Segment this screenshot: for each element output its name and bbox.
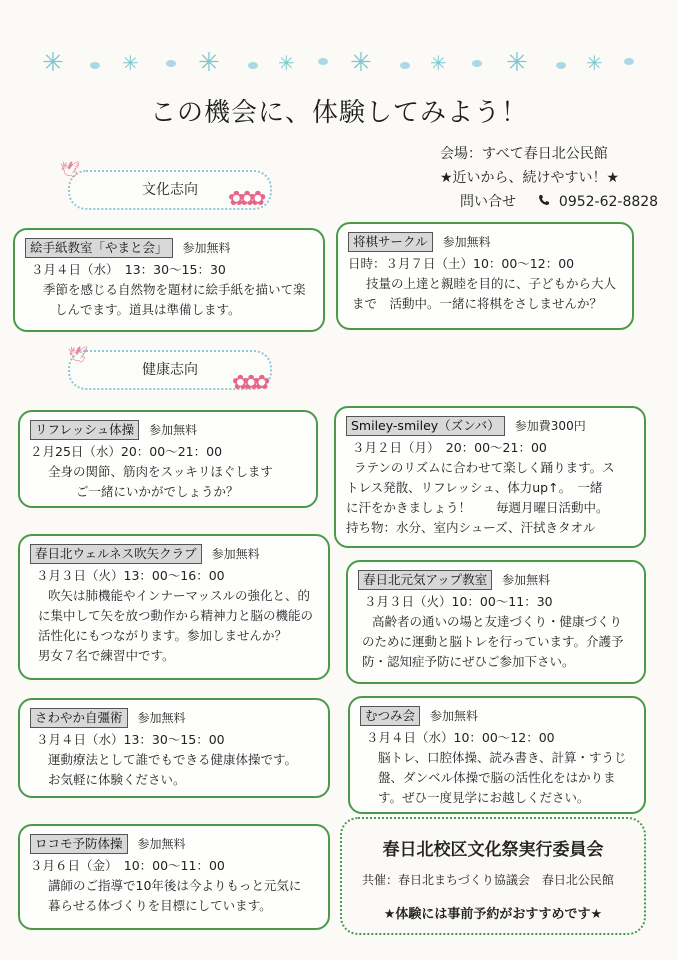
contact-row <box>440 190 658 214</box>
activity-description: 吹矢は肺機能やインナーマッスルの強化と、的 <box>48 588 311 603</box>
activity-fee: 参加無料 <box>430 709 479 723</box>
decorative-snowflake-row <box>40 50 640 80</box>
activity-fee: 参加無料 <box>149 423 198 437</box>
dot-decoration <box>166 60 176 67</box>
phone-icon <box>538 190 550 214</box>
organizer-title: 春日北校区文化祭実行委員会 <box>382 840 604 860</box>
snowflake-icon: ✳ <box>122 51 139 75</box>
activity-name: むつみ会 <box>360 706 420 726</box>
activity-name: 春日北元気アップ教室 <box>358 570 492 590</box>
activity-name: 春日北ウェルネス吹矢クラブ <box>30 544 202 564</box>
activity-date: ３月４日（水）10：00～12：00 <box>366 730 555 745</box>
section-label-text: 文化志向 <box>142 182 198 198</box>
activity-description: 防・認知症予防にぜひご参加下さい。 <box>362 654 575 669</box>
activity-description: 運動療法として誰でもできる健康体操です。 <box>48 752 298 767</box>
activity-description: 脳トレ、口腔体操、読み書き、計算・すうじ <box>378 750 627 765</box>
activity-description: まで 活動中。一緒に将棋をさしませんか？ <box>352 296 603 311</box>
bird-icon: 🕊 <box>68 345 89 364</box>
flower-icon: ✿✿✿ <box>232 370 265 394</box>
activity-description: に集中して矢を放つ動作から精神力と脳の機能の <box>38 608 314 623</box>
activity-description: 活性化にもつながります。参加しませんか？ <box>38 628 288 643</box>
contact-label: 問い合せ <box>460 194 516 210</box>
activity-description: 季節を感じる自然物を題材に絵手紙を描いて楽 <box>43 282 306 297</box>
venue-text: 会場：すべて春日北公民館 <box>440 146 608 162</box>
activity-card-refresh <box>18 410 318 508</box>
activity-description: 高齢者の通いの場と友達づくり・健康づくり <box>372 614 623 629</box>
activity-card-smiley <box>334 406 646 548</box>
organizer-box <box>340 817 646 935</box>
activity-name: Smiley-smiley（ズンバ） <box>346 416 505 436</box>
snowflake-icon: ✳ <box>586 51 603 75</box>
activity-date: ３月４日（水）13：30～15：00 <box>36 732 225 747</box>
activity-name: さわやか自彊術 <box>30 708 128 728</box>
snowflake-icon: ✳ <box>42 48 64 78</box>
dot-decoration <box>472 60 482 67</box>
activity-name: 将棋サークル <box>348 232 433 252</box>
dot-decoration <box>624 58 634 65</box>
activity-date: 日時：３月７日（土）10：00～12：00 <box>348 256 575 271</box>
activity-fee: 参加無料 <box>502 573 551 587</box>
snowflake-icon: ✳ <box>506 48 528 78</box>
activity-fee: 参加無料 <box>442 235 491 249</box>
dot-decoration <box>400 62 410 69</box>
activity-card-genki <box>346 560 646 684</box>
activity-description: 持ち物：水分、室内シューズ、汗拭きタオル <box>346 520 596 535</box>
activity-date: ３月６日（金） 10：00～11：00 <box>30 858 225 873</box>
activity-name: ロコモ予防体操 <box>30 834 128 854</box>
activity-card-sawayaka <box>18 698 330 798</box>
activity-description: お気軽に体験ください。 <box>48 772 186 787</box>
dot-decoration <box>318 58 328 65</box>
dot-decoration <box>556 62 566 69</box>
activity-fee: 参加無料 <box>182 241 231 255</box>
activity-card-shogi <box>336 222 634 330</box>
activity-card-fukiya <box>18 534 330 680</box>
activity-date: ２月25日（水）20：00～21：00 <box>30 444 223 459</box>
bird-icon: 🕊 <box>60 160 81 179</box>
snowflake-icon: ✳ <box>198 48 220 78</box>
activity-date: ３月３日（火）13：00～16：00 <box>36 568 225 583</box>
activity-description: 全身の関節、筋肉をスッキリほぐします <box>48 464 273 479</box>
activity-fee: 参加無料 <box>137 711 186 725</box>
phone-number: 0952-62-8828 <box>558 194 659 210</box>
venue-info <box>440 142 658 214</box>
activity-description: ラテンのリズムに合わせて楽しく踊ります。ス <box>354 460 615 475</box>
section-label-text: 健康志向 <box>142 362 198 378</box>
activity-date: ３月２日（月） 20：00～21：00 <box>352 440 547 455</box>
activity-fee: 参加費300円 <box>514 419 586 433</box>
activity-name: リフレッシュ体操 <box>30 420 139 440</box>
activity-card-mutsumi <box>348 696 646 814</box>
activity-date: ３月３日（火）10：00～11：30 <box>364 594 553 609</box>
activity-description: 暮らせる体づくりを目標にしています。 <box>48 898 272 913</box>
activity-fee: 参加無料 <box>211 547 260 561</box>
tagline: ★近いから、続けやすい！★ <box>440 170 620 186</box>
activity-card-etegami <box>13 228 325 332</box>
dot-decoration <box>90 62 100 69</box>
activity-fee: 参加無料 <box>137 837 186 851</box>
activity-description: 講師のご指導で10年後は今よりもっと元気に <box>48 878 302 893</box>
activity-description: ご一緒にいかがでしょうか？ <box>76 484 239 499</box>
co-sponsor: 共催：春日北まちづくり協議会 春日北公民館 <box>362 873 614 887</box>
activity-description: す。ぜひ一度見学にお越しください。 <box>378 790 590 805</box>
activity-description: 盤、ダンベル体操で脳の活性化をはかりま <box>378 770 616 785</box>
activity-description: しんでます。道具は準備します。 <box>55 302 241 317</box>
activity-description: のために運動と脳トレを行っています。介護予 <box>362 634 624 649</box>
activity-description: トレス発散、リフレッシュ、体力up↑。 一緒 <box>346 480 603 495</box>
activity-card-locomo <box>18 824 330 930</box>
activity-description: 技量の上達と親睦を目的に、子どもから大人 <box>366 276 617 291</box>
snowflake-icon: ✳ <box>430 51 447 75</box>
activity-description: に汗をかきましょう！ 毎週月曜日活動中。 <box>346 500 609 515</box>
reservation-note: ★体験には事前予約がおすすめです★ <box>383 907 603 922</box>
snowflake-icon: ✳ <box>350 48 372 78</box>
snowflake-icon: ✳ <box>278 51 295 75</box>
flower-icon: ✿✿✿ <box>228 186 261 210</box>
page-title: この機会に、体験してみよう！ <box>149 98 528 128</box>
dot-decoration <box>248 62 258 69</box>
activity-description: 男女７名で練習中です。 <box>38 648 175 663</box>
activity-date: ３月４日（水） 13：30～15：30 <box>31 262 226 277</box>
activity-name: 絵手紙教室「やまと会」 <box>25 238 173 258</box>
